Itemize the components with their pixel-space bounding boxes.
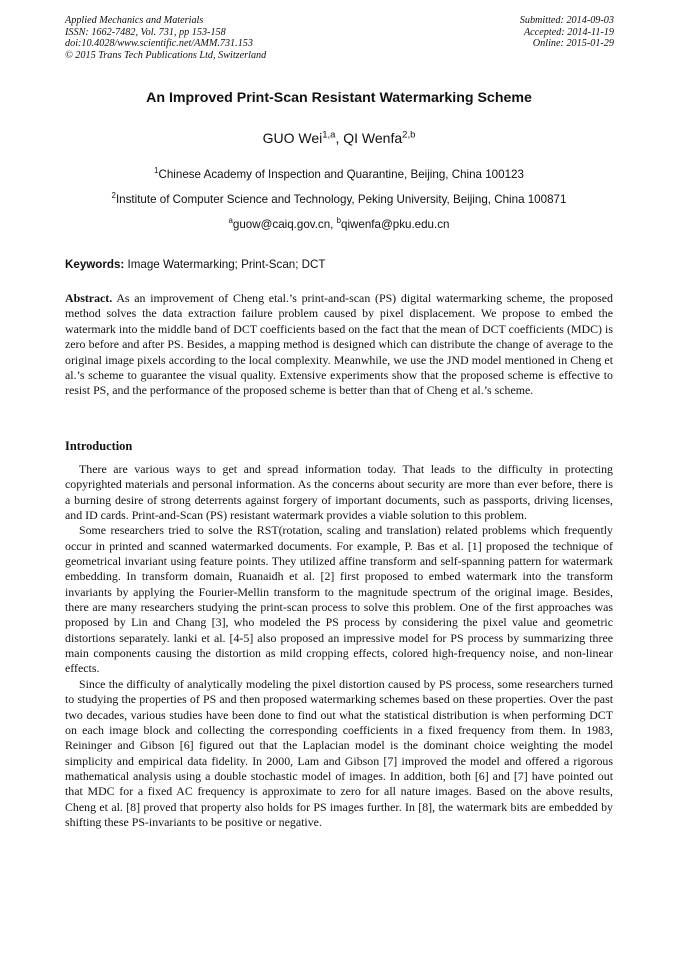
email-a-mark: a [228, 216, 233, 226]
abstract-label: Abstract. [65, 291, 113, 305]
paper-title: An Improved Print-Scan Resistant Watermarking Scheme [146, 90, 532, 106]
keywords-label: Keywords: [65, 258, 125, 271]
paragraph: There are various ways to get and spread information today. That leads to the difficulty in protecting copyrighted materials and personal information. As the concerns about security are more than ever before, there is a burning desire of strong deterrents against forgery of important documents, such as passports, driving licenses, and ID cards. Print-and-Scan (PS) resistant watermark provides a viable solution to this problem. [65, 462, 613, 523]
affiliation-2-mark: 2 [111, 191, 116, 201]
email-b: qiwenfa@pku.edu.cn [341, 218, 450, 231]
email-a: guow@caiq.gov.cn, [232, 218, 337, 231]
journal-copyright: © 2015 Trans Tech Publications Ltd, Switzerland [65, 49, 267, 61]
introduction-body [65, 462, 613, 830]
author-2-affiliation-mark: 2,b [402, 129, 416, 141]
journal-issn: ISSN: 1662-7482, Vol. 731, pp 153-158 [65, 26, 226, 38]
abstract [65, 291, 613, 399]
keywords-text: Image Watermarking; Print-Scan; DCT [124, 258, 326, 271]
introduction-heading: Introduction [65, 439, 133, 453]
submitted-date: Submitted: 2014-09-03 [519, 15, 614, 26]
author-1: GUO Wei [262, 130, 323, 146]
author-1-affiliation-mark: 1,a [322, 129, 336, 141]
affiliation-1 [0, 168, 678, 181]
keywords [65, 258, 326, 271]
author-list [0, 130, 678, 146]
affiliation-1-text: Chinese Academy of Inspection and Quarantine, Beijing, China 100123 [158, 168, 524, 181]
affiliation-2 [0, 193, 678, 206]
email-b-mark: b [336, 216, 342, 226]
paragraph: Some researchers tried to solve the RST(rotation, scaling and translation) related problems which frequently occur in printed and scanned watermarked documents. For example, P. Bas et al. [1] proposed the technique of geometrical invariant using feature points. They utilized affine transform and self-spanning pattern for watermark embedding. In transform domain, Ruanaidh et al. [2] first proposed to embed watermark into the transform invariants by applying the Fourier-Mellin transform to the magnitude spectrum of the original image. Besides, there are many researchers studying the print-scan process to solve this problem. One of the first approaches was proposed by Lin and Chang [3], who modeled the PS process by considering the pixel value and geometric distortions separately. lanki et al. [4-5] also proposed an impressive model for PS process by summarizing three main components causing the distortion as mild cropping effects, colored high-frequency noise, and non-linear effects. [65, 523, 613, 676]
journal-doi: doi:10.4028/www.scientific.net/AMM.731.153 [65, 38, 253, 49]
accepted-date: Accepted: 2014-11-19 [523, 26, 614, 38]
affiliation-1-mark: 1 [154, 166, 159, 176]
author-separator: , [335, 130, 344, 146]
paragraph: Since the difficulty of analytically modeling the pixel distortion caused by PS process, some researchers turned to studying the properties of PS and then proposed watermarking schemes based on these properties. Over the past two decades, various studies have been done to find out what the statistical distribution is when performing DCT on each image block and collecting the corresponding coefficients in a fixed frequency from them. In 1983, Reininger and Gibson [6] figured out that the Laplacian model is the dominant choice weighting the model simplicity and empirical data fidelity. In 2000, Lam and Gibson [7] improved the model and offered a rigorous mathematical analysis using a double stochastic model of images. In addition, both [6] and [7] have pointed out that MDC for a fixed AC frequency is approximate to zero for all nature images. Based on the above results, Cheng et al. [8] proved that property also holds for PS images further. In [8], the watermark bits are embedded by shifting these PS-invariants to be positive or negative. [65, 676, 613, 829]
journal-name: Applied Mechanics and Materials [65, 15, 204, 26]
journal-info [65, 15, 266, 61]
abstract-text: As an improvement of Cheng etal.’s print-and-scan (PS) digital watermarking scheme, the proposed method solves the data extraction failure problem caused by pixel displacement. We propose to embed the watermark into the middle band of DCT coefficients based on the fact that the mean of DCT coefficients (MDC) is zero before and after PS. Besides, a mapping method is designed which can distribute the change of average to the original image pixels according to the local complexity. Meanwhile, we use the JND model mentioned in Cheng et al.’s scheme to guarantee the visual quality. Extensive experiments show that the proposed scheme is effective to resist PS, and the performance of the proposed scheme is better than that of Cheng et al.’s scheme. [65, 291, 613, 398]
online-date: Online: 2015-01-29 [532, 38, 614, 49]
author-emails [0, 218, 678, 231]
author-2: QI Wenfa [343, 130, 403, 146]
affiliation-2-text: Institute of Computer Science and Technology, Peking University, Beijing, China 100871 [115, 193, 567, 206]
publication-dates [520, 15, 614, 50]
